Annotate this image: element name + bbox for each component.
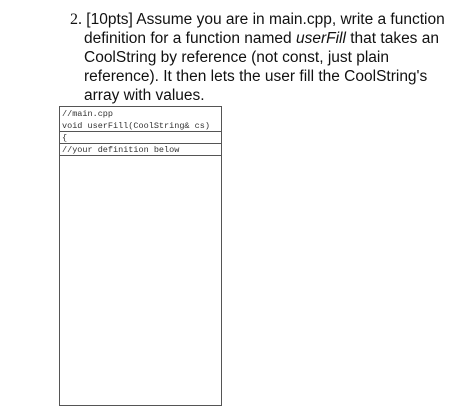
question-line-2-after: that takes an	[345, 30, 439, 47]
question-line-1-text: [10pts] Assume you are in main.cpp, write a function	[82, 11, 445, 28]
code-open-brace: {	[60, 133, 221, 143]
question-line-1	[70, 10, 445, 29]
code-editor-area[interactable]	[60, 161, 221, 405]
code-answer-box[interactable]	[59, 106, 222, 406]
question-text	[70, 10, 445, 105]
code-comment-definition: //your definition below	[60, 145, 221, 155]
question-line-2-before: definition for a function named	[84, 30, 296, 47]
question-line-3: CoolString by reference (not const, just plain	[84, 49, 389, 66]
question-line-4: reference). It then lets the user fill the CoolString's	[84, 68, 428, 85]
code-function-signature: void userFill(CoolString& cs)	[60, 121, 221, 131]
function-name: userFill	[295, 30, 346, 47]
code-comment-filename: //main.cpp	[62, 109, 114, 119]
question-line-2	[70, 29, 442, 48]
question-number: 2.	[70, 11, 82, 28]
question-line-5: array with values.	[84, 87, 205, 104]
